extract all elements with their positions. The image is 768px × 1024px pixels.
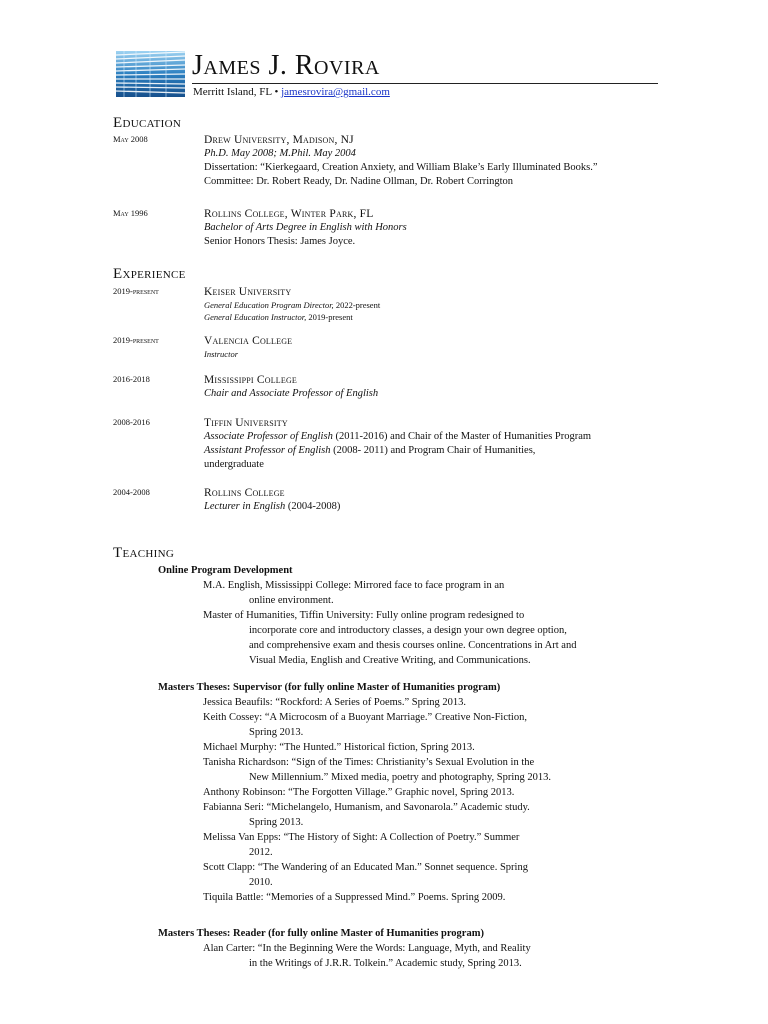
list-item (203, 890, 658, 905)
item-line: Visual Media, English and Creative Writing, and Communications. (249, 655, 531, 666)
position-title: General Education Program Director, (204, 300, 334, 310)
item-line: Spring 2013. (249, 817, 304, 828)
position-line (204, 500, 673, 514)
institution-name: Keiser University (204, 286, 292, 298)
position-line (204, 444, 673, 458)
position-years: (2004-2008) (285, 501, 341, 512)
item-line: M.A. English, Mississippi College: Mirrored face to face program in an (203, 580, 505, 591)
institution-name: Valencia College (204, 335, 293, 347)
item-line: 2010. (249, 877, 273, 888)
item-line: Master of Humanities, Tiffin University: Fully online program redesigned to (203, 610, 525, 621)
teaching-group-title: Masters Theses: Reader (for fully online Master of Humanities program) (158, 928, 484, 939)
position-title: Associate Professor of English (204, 431, 333, 442)
section-heading-experience: Experience (113, 266, 186, 282)
entry-date: May 1996 (113, 208, 148, 218)
page-title: James J. Rovira (192, 50, 380, 81)
teaching-group-title: Online Program Development (158, 565, 293, 576)
list-item (203, 695, 658, 710)
education-entry (113, 133, 673, 189)
list-item (203, 800, 658, 830)
teaching-group (158, 927, 658, 971)
degree-text: Ph.D. May 2008; M.Phil. May 2004 (204, 148, 356, 159)
position-title: Instructor (204, 349, 238, 359)
position-title: Lecturer in English (204, 501, 286, 512)
experience-entry (113, 373, 673, 401)
position-detail: undergraduate (204, 459, 264, 470)
position-title: General Education Instructor, (204, 312, 307, 322)
item-line: incorporate core and introductory classes, a design your own degree option, (249, 625, 567, 636)
position-title: Assistant Professor of English (204, 445, 331, 456)
header-divider (192, 83, 658, 84)
experience-entry (113, 285, 673, 323)
location-text: Merritt Island, FL • (193, 86, 279, 98)
item-line: Fabianna Seri: “Michelangelo, Humanism, and Savonarola.” Academic study. (203, 802, 530, 813)
institution-name: Mississippi College (204, 374, 298, 386)
logo-graphic (116, 51, 185, 97)
committee-text: Committee: Dr. Robert Ready, Dr. Nadine Ollman, Dr. Robert Corrington (204, 176, 514, 187)
section-heading-education: Education (113, 115, 182, 131)
section-heading-teaching: Teaching (113, 545, 175, 561)
item-line: and comprehensive exam and thesis courses online. Concentrations in Art and (249, 640, 577, 651)
teaching-group (158, 564, 658, 668)
logo (116, 51, 185, 97)
dissertation-text: Dissertation: “Kierkegaard, Creation Anxiety, and William Blake’s Early Illuminated Books.” (204, 162, 598, 173)
item-line: Tiquila Battle: “Memories of a Suppressed Mind.” Poems. Spring 2009. (203, 892, 506, 903)
thesis-text: Senior Honors Thesis: James Joyce. (204, 236, 356, 247)
position-years: 2022-present (333, 300, 381, 310)
item-line: Alan Carter: “In the Beginning Were the Words: Language, Myth, and Reality (203, 943, 531, 954)
position-detail: (2011-2016) and Chair of the Master of Humanities Program (332, 431, 592, 442)
item-line: Scott Clapp: “The Wandering of an Educated Man.” Sonnet sequence. Spring (203, 862, 528, 873)
item-line: Keith Cossey: “A Microcosm of a Buoyant Marriage.” Creative Non-Fiction, (203, 712, 527, 723)
item-line: in the Writings of J.R.R. Tolkein.” Academic study, Spring 2013. (249, 958, 522, 969)
item-line: Spring 2013. (249, 727, 304, 738)
item-line: 2012. (249, 847, 273, 858)
experience-entry (113, 416, 673, 472)
list-item (203, 830, 658, 860)
teaching-group (158, 681, 658, 905)
position-detail: (2008- 2011) and Program Chair of Humanities, (330, 445, 536, 456)
contact-line (193, 85, 390, 99)
experience-entry (113, 334, 673, 360)
list-item (203, 941, 658, 971)
institution-name: Drew University, Madison, NJ (204, 134, 354, 146)
position-line (204, 430, 673, 444)
institution-name: Rollins College, Winter Park, FL (204, 208, 374, 220)
list-item (203, 785, 658, 800)
item-line: online environment. (249, 595, 334, 606)
item-line: Jessica Beaufils: “Rockford: A Series of Poems.” Spring 2013. (203, 697, 467, 708)
education-entry (113, 207, 673, 249)
item-line: Michael Murphy: “The Hunted.” Historical fiction, Spring 2013. (203, 742, 475, 753)
list-item (203, 608, 658, 668)
item-line: Anthony Robinson: “The Forgotten Village.” Graphic novel, Spring 2013. (203, 787, 515, 798)
teaching-group-title: Masters Theses: Supervisor (for fully online Master of Humanities program) (158, 682, 501, 693)
position-years: 2019-present (306, 312, 353, 322)
entry-date: 2016-2018 (113, 374, 150, 384)
institution-name: Tiffin University (204, 417, 288, 429)
degree-text: Bachelor of Arts Degree in English with Honors (204, 222, 407, 233)
email-link[interactable]: jamesrovira@gmail.com (281, 86, 390, 98)
entry-date: 2019-present (113, 335, 159, 345)
list-item (203, 740, 658, 755)
list-item (203, 578, 658, 608)
position-line (204, 311, 673, 323)
position-title: Chair and Associate Professor of English (204, 388, 379, 399)
entry-date: 2008-2016 (113, 417, 150, 427)
item-line: Melissa Van Epps: “The History of Sight: A Collection of Poetry.” Summer (203, 832, 520, 843)
list-item (203, 860, 658, 890)
position-line (204, 299, 673, 311)
item-line: New Millennium.” Mixed media, poetry and photography, Spring 2013. (249, 772, 552, 783)
experience-entry (113, 486, 673, 514)
list-item (203, 710, 658, 740)
entry-date: 2019-present (113, 286, 159, 296)
item-line: Tanisha Richardson: “Sign of the Times: Christianity’s Sexual Evolution in the (203, 757, 535, 768)
entry-date: 2004-2008 (113, 487, 150, 497)
entry-date: May 2008 (113, 134, 148, 144)
list-item (203, 755, 658, 785)
institution-name: Rollins College (204, 487, 285, 499)
